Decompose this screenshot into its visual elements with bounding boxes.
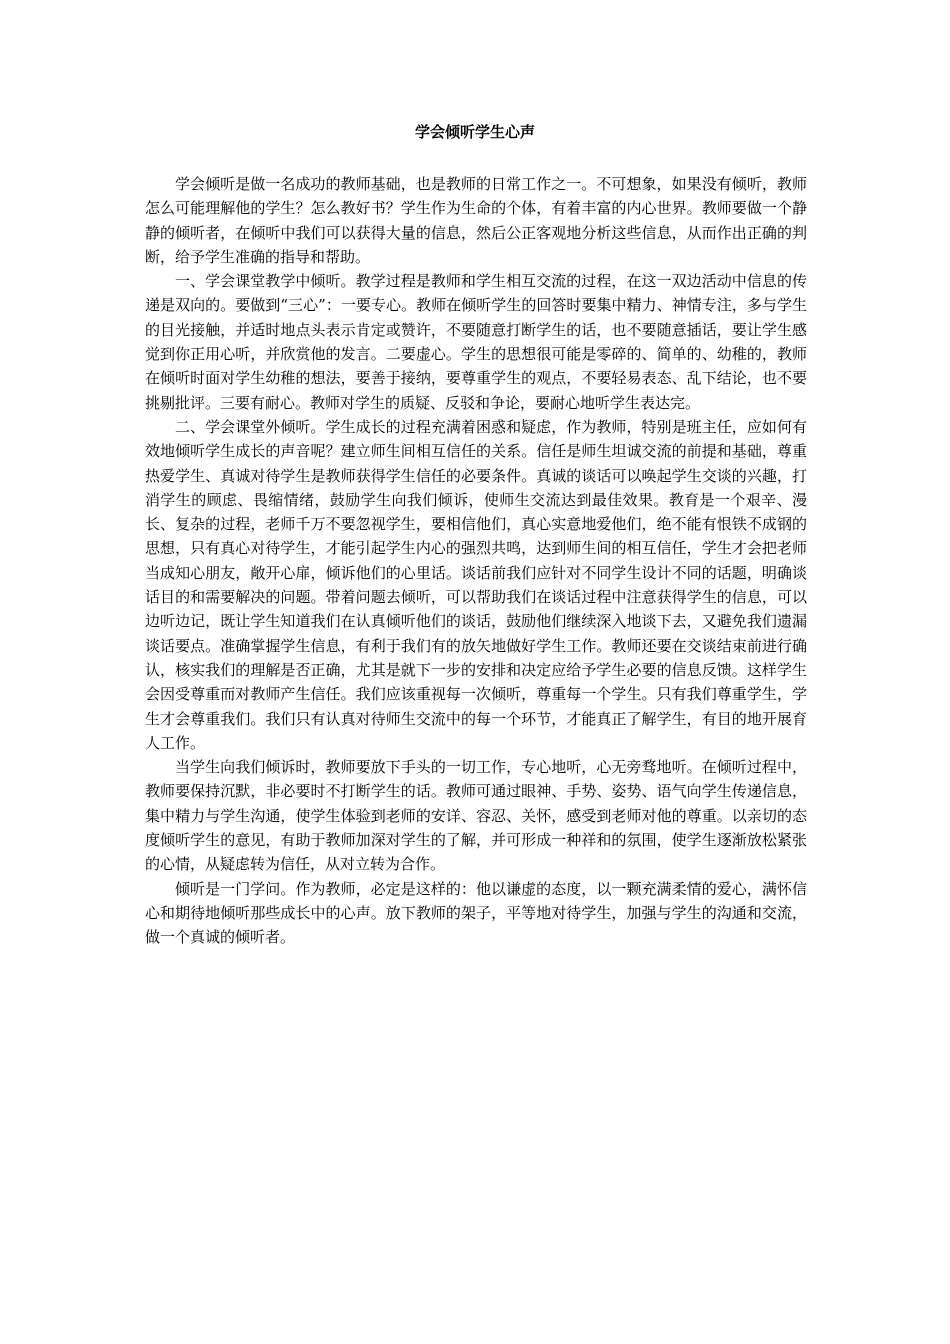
paragraph-when-students-confide: 当学生向我们倾诉时，教师要放下手头的一切工作，专心地听，心无旁骛地听。在倾听过程中，教师要保持沉默，非必要时不打断学生的话。教师可通过眼神、手势、姿势、语气向学生传递信息，集中精力与学生沟通，使学生体验到老师的安详、容忍、关怀，感受到老师对他的尊重。以亲切的态度倾听学生的意见，有助于教师加深对学生的了解，并可形成一种祥和的氛围，使学生逐渐放松紧张的心情，从疑虑转为信任，从对立转为合作。 [145, 758, 807, 874]
document-title: 学会倾听学生心声 [414, 123, 535, 141]
paragraph-conclusion: 倾听是一门学问。作为教师，必定是这样的：他以谦虚的态度，以一颗充满柔情的爱心，满怀信心和期待地倾听那些成长中的心声。放下教师的架子，平等地对待学生，加强与学生的沟通和交流，做一个真诚的倾听者。 [145, 879, 807, 947]
document-body [145, 172, 807, 950]
paragraph-intro: 学会倾听是做一名成功的教师基础，也是教师的日常工作之一。不可想象，如果没有倾听，教师怎么可能理解他的学生？怎么教好书？学生作为生命的个体，有着丰富的内心世界。教师要做一个静静的倾听者，在倾听中我们可以获得大量的信息，然后公正客观地分析这些信息，从而作出正确的判断，给予学生准确的指导和帮助。 [145, 175, 807, 266]
paragraph-outside-class-listening: 二、学会课堂外倾听。学生成长的过程充满着困惑和疑虑，作为教师，特别是班主任，应如何有效地倾听学生成长的声音呢？建立师生间相互信任的关系。信任是师生坦诚交流的前提和基础，尊重热爱学生、真诚对待学生是教师获得学生信任的必要条件。真诚的谈话可以唤起学生交谈的兴趣，打消学生的顾虑、畏缩情绪，鼓励学生向我们倾诉，使师生交流达到最佳效果。教育是一个艰辛、漫长、复杂的过程，老师千万不要忽视学生，要相信他们，真心实意地爱他们，绝不能有恨铁不成钢的思想，只有真心对待学生，才能引起学生内心的强烈共鸣，达到师生间的相互信任，学生才会把老师当成知心朋友，敞开心扉，倾诉他们的心里话。谈话前我们应针对不同学生设计不同的话题，明确谈话目的和需要解决的问题。带着问题去倾听，可以帮助我们在谈话过程中注意获得学生的信息，可以边听边记，既让学生知道我们在认真倾听他们的谈话，鼓励他们继续深入地谈下去，又避免我们遗漏谈话要点。准确掌握学生信息，有利于我们有的放矢地做好学生工作。教师还要在交谈结束前进行确认，核实我们的理解是否正确，尤其是就下一步的安排和决定应给予学生必要的信息反馈。这样学生会因受尊重而对教师产生信任。我们应该重视每一次倾听，尊重每一个学生。只有我们尊重学生，学生才会尊重我们。我们只有认真对待师生交流中的每一个环节，才能真正了解学生，有目的地开展育人工作。 [145, 417, 807, 752]
paragraph-classroom-listening: 一、学会课堂教学中倾听。教学过程是教师和学生相互交流的过程，在这一双边活动中信息的传递是双向的。要做到“三心”：一要专心。教师在倾听学生的回答时要集中精力、神情专注，多与学生的目光接触，并适时地点头表示肯定或赞许，不要随意打断学生的话，也不要随意插话，要让学生感觉到你正用心听，并欣赏他的发言。二要虚心。学生的思想很可能是零碎的、简单的、幼稚的，教师在倾听时面对学生幼稚的想法，要善于接纳，要尊重学生的观点，不要轻易表态、乱下结论，也不要挑剔批评。三要有耐心。教师对学生的质疑、反驳和争论，要耐心地听学生表达完。 [145, 272, 807, 412]
